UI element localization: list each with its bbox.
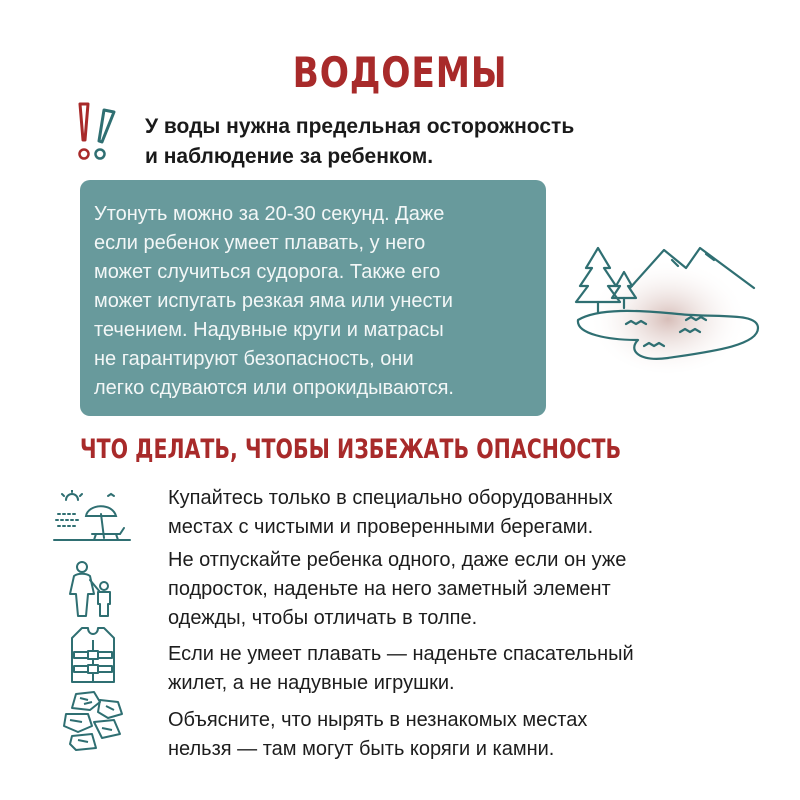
tip-text	[168, 484, 748, 542]
tip-line: Если не умеет плавать — наденьте спасательный	[168, 643, 634, 665]
beach-umbrella-icon	[52, 490, 132, 544]
tip-line: одежды, чтобы отличать в толпе.	[168, 607, 478, 629]
life-vest-icon	[68, 626, 118, 684]
parent-child-icon	[64, 560, 120, 618]
tip-line: местах с чистыми и проверенными берегами.	[168, 516, 594, 538]
tip-line: нельзя — там могут быть коряги и камни.	[168, 738, 555, 760]
info-line: Утонуть можно за 20-30 секунд. Даже	[94, 203, 445, 225]
info-line: не гарантируют безопасность, они	[94, 348, 414, 370]
warning-text	[145, 112, 705, 172]
info-line: может испугать резкая яма или унести	[94, 290, 453, 312]
info-line: течением. Надувные круги и матрасы	[94, 319, 444, 341]
info-line: может случиться судорога. Также его	[94, 261, 441, 283]
tip-line: Купайтесь только в специально оборудованных	[168, 487, 613, 509]
rocks-icon	[60, 690, 126, 752]
tip-text	[168, 546, 748, 633]
info-line: легко сдуваются или опрокидываются.	[94, 377, 454, 399]
info-line: если ребенок умеет плавать, у него	[94, 232, 426, 254]
tip-line: Не отпускайте ребенка одного, даже если он уже	[168, 549, 627, 571]
info-box	[80, 180, 546, 416]
exclamation-icon	[74, 100, 130, 162]
tip-text	[168, 640, 748, 698]
page-title: ВОДОЕМЫ	[292, 48, 508, 97]
tip-line: подросток, наденьте на него заметный элемент	[168, 578, 611, 600]
tip-text	[168, 706, 748, 764]
warning-line: У воды нужна предельная осторожность	[145, 115, 575, 138]
section-subtitle: ЧТО ДЕЛАТЬ, ЧТОБЫ ИЗБЕЖАТЬ ОПАСНОСТЬ	[80, 434, 622, 465]
lake-mountains-icon	[568, 228, 768, 378]
tip-line: Объясните, что нырять в незнакомых местах	[168, 709, 588, 731]
info-text	[94, 200, 542, 403]
tip-line: жилет, а не надувные игрушки.	[168, 672, 455, 694]
warning-line: и наблюдение за ребенком.	[145, 145, 434, 168]
